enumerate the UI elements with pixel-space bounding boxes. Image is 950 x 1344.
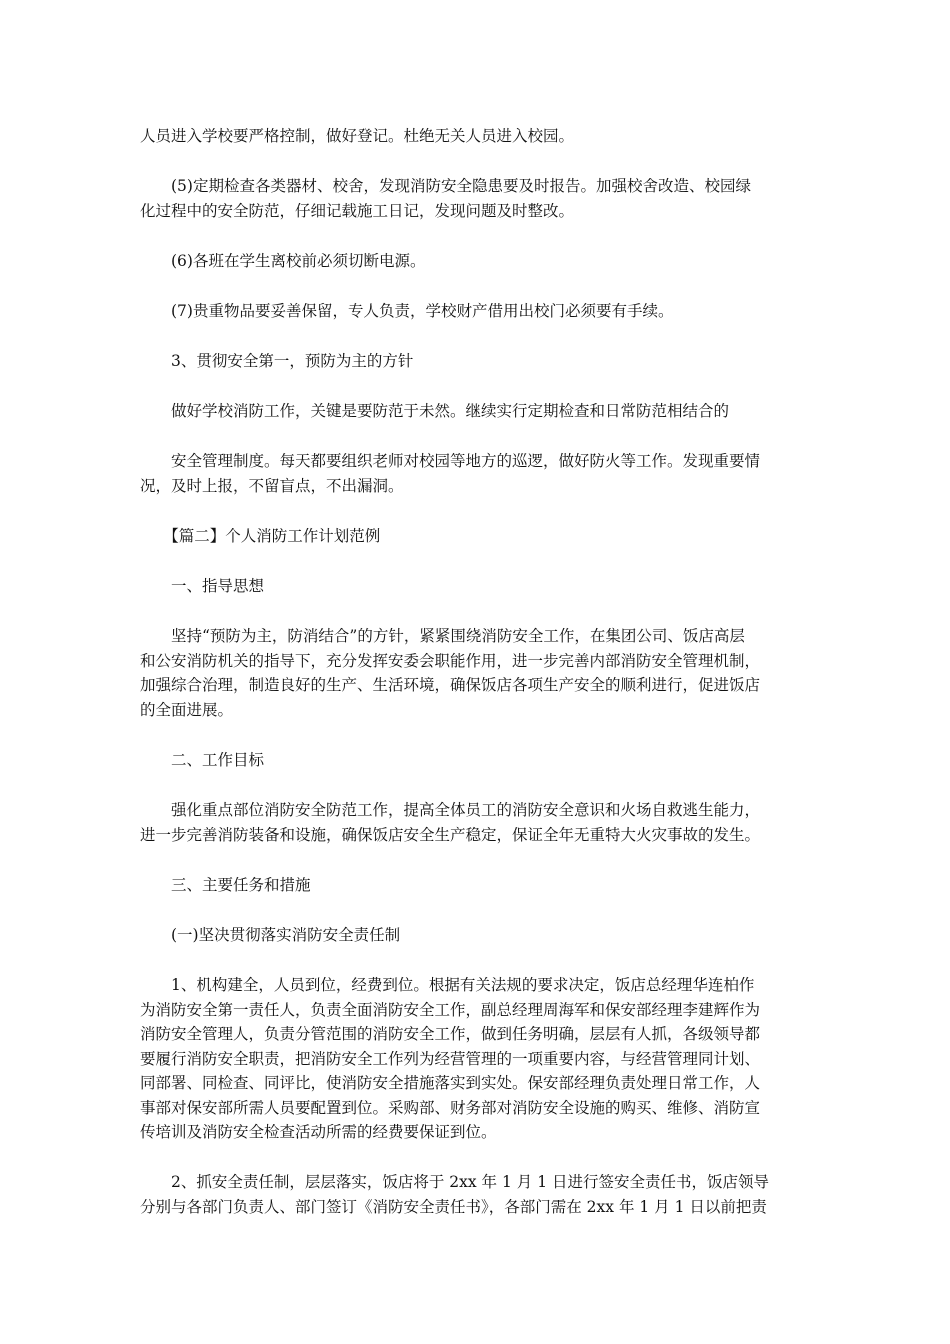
text-line: 的全面进展。 (140, 700, 234, 719)
paragraph-item-6 (140, 249, 815, 274)
section-heading-guiding (140, 574, 815, 599)
text-line: 安全管理制度。每天都要组织老师对校园等地方的巡逻，做好防火等工作。发现重要情 (140, 452, 761, 470)
text-line: 1、机构建全，人员到位，经费到位。根据有关法规的要求决定，饭店总经理华连柏作 (140, 976, 755, 994)
text-line: 同部署、同检查、同评比，使消防安全措施落实到实处。保安部经理负责处理日常工作，人 (140, 1074, 761, 1092)
paragraph-item-5 (140, 174, 815, 223)
text-line: 人员进入学校要严格控制，做好登记。杜绝无关人员进入校园。 (140, 127, 575, 145)
text-line: 化过程中的安全防范，仔细记载施工日记，发现问题及时整改。 (140, 201, 575, 220)
chapter-title-part2 (140, 524, 815, 549)
paragraph-fire-work (140, 399, 815, 424)
section-heading-goals (140, 748, 815, 773)
text-line: 加强综合治理，制造良好的生产、生活环境，确保饭店各项生产安全的顺利进行，促进饭店 (140, 676, 761, 694)
text-line: 传培训及消防安全检查活动所需的经费要保证到位。 (140, 1123, 497, 1141)
text-line: 要履行消防安全职责，把消防安全工作列为经营管理的一项重要内容，与经营管理同计划、 (140, 1049, 761, 1068)
text-line: (6)各班在学生离校前必须切断电源。 (140, 252, 426, 270)
paragraph-goals (140, 798, 815, 847)
paragraph-guiding (140, 624, 815, 722)
text-line: 消防安全管理人，负责分管范围的消防安全工作，做到任务明确，层层有人抓，各级领导都 (140, 1025, 761, 1043)
text-line: 二、工作目标 (140, 751, 265, 769)
text-line: (一)坚决贯彻落实消防安全责任制 (140, 926, 401, 944)
paragraph-safety-system (140, 449, 815, 498)
section-heading-tasks (140, 873, 815, 898)
text-line: 事部对保安部所需人员要配置到位。采购部、财务部对消防安全设施的购买、维修、消防宣 (140, 1098, 761, 1117)
text-line: (7)贵重物品要妥善保留，专人负责，学校财产借用出校门必须要有手续。 (140, 302, 674, 320)
text-line: 一、指导思想 (140, 577, 265, 595)
text-line: 况，及时上报，不留盲点，不出漏洞。 (140, 476, 404, 495)
subsection-heading-1 (140, 923, 815, 948)
text-line: 进一步完善消防装备和设施，确保饭店安全生产稳定，保证全年无重特大火灾事故的发生。 (140, 825, 761, 844)
paragraph-organization (140, 973, 815, 1145)
text-line: 强化重点部位消防安全防范工作，提高全体员工的消防安全意识和火场自救逃生能力， (140, 801, 761, 819)
text-line: 3、贯彻安全第一，预防为主的方针 (140, 352, 414, 370)
text-line: 分别与各部门负责人、部门签订《消防安全责任书》，各部门需在 2xx 年 1 月 1 日以前把责 (140, 1197, 767, 1216)
text-line: 和公安消防机关的指导下，充分发挥安委会职能作用，进一步完善内部消防安全管理机制， (140, 651, 761, 670)
text-line: 做好学校消防工作，关键是要防范于未然。继续实行定期检查和日常防范相结合的 (140, 402, 730, 420)
section-heading-3 (140, 349, 815, 374)
text-line: 2、抓安全责任制，层层落实，饭店将于 2xx 年 1 月 1 日进行签安全责任书，饭店领导 (140, 1173, 769, 1191)
text-line: 坚持“预防为主，防消结合”的方针，紧紧围绕消防安全工作，在集团公司、饭店高层 (140, 627, 745, 645)
text-line: 【篇二】个人消防工作计划范例 (140, 527, 381, 545)
paragraph-responsibility (140, 1170, 815, 1219)
text-line: (5)定期检查各类器材、校舍，发现消防安全隐患要及时报告。加强校舍改造、校园绿 (140, 177, 751, 195)
paragraph-item-7 (140, 299, 815, 324)
text-line: 三、主要任务和措施 (140, 876, 311, 894)
paragraph-intro (140, 124, 815, 149)
text-line: 为消防安全第一责任人，负责全面消防安全工作，副总经理周海军和保安部经理李建辉作为 (140, 1000, 761, 1019)
